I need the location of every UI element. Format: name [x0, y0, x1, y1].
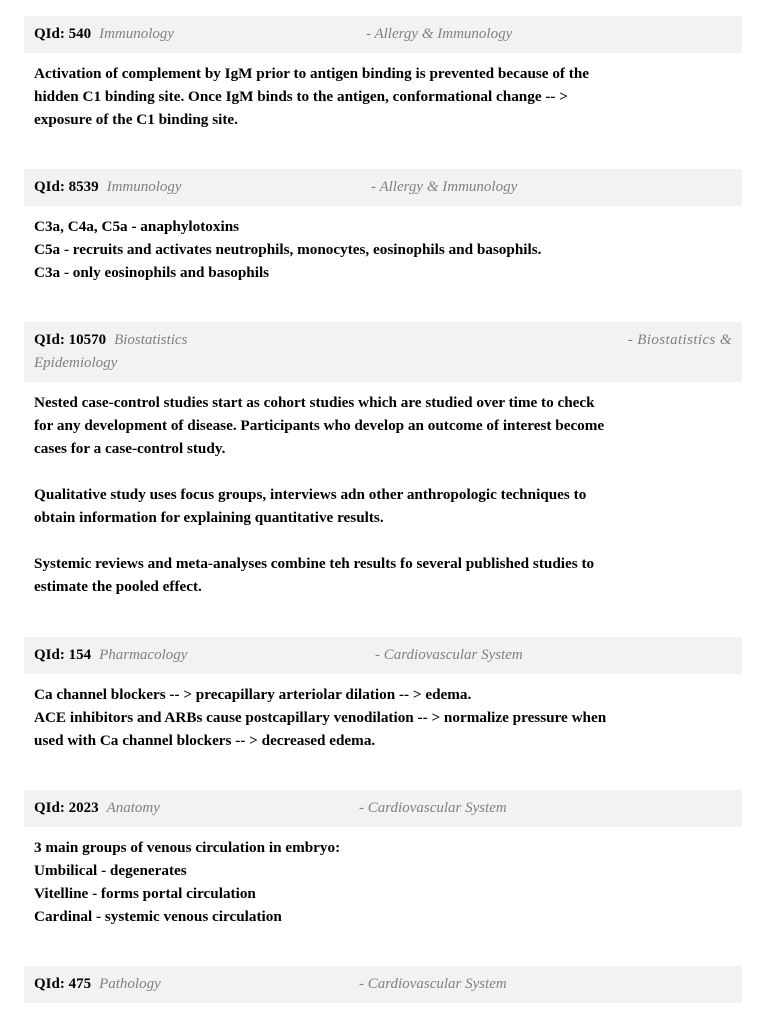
- note-paragraph: Systemic reviews and meta-analyses combine teh results fo several published studies to estimate the pooled effect.: [34, 555, 595, 595]
- note-header: [24, 637, 742, 674]
- question-id: QId: 8539: [34, 179, 99, 195]
- question-note-540: [24, 16, 742, 131]
- note-header: [24, 790, 742, 827]
- note-body: [24, 674, 742, 752]
- note-body: [24, 382, 742, 598]
- note-body: [24, 206, 742, 284]
- note-paragraph: 3 main groups of venous circulation in embryo: Umbilical - degenerates Vitelline - forms portal circulation Cardinal - systemic venous circulation: [34, 839, 341, 925]
- system-label: - Cardiovascular System: [359, 800, 507, 816]
- question-id: QId: 540: [34, 26, 92, 42]
- note-header: [24, 322, 742, 382]
- question-note-475: [24, 966, 742, 1003]
- subject-label: Pharmacology: [99, 647, 188, 663]
- question-note-10570: [24, 322, 742, 598]
- note-paragraph: Qualitative study uses focus groups, interviews adn other anthropologic techniques to obtain information for explaining quantitative results.: [34, 486, 587, 526]
- question-id: QId: 2023: [34, 800, 99, 816]
- note-body: [24, 827, 742, 928]
- question-note-2023: [24, 790, 742, 928]
- system-label: - Cardiovascular System: [359, 976, 507, 992]
- subject-label: Anatomy: [106, 800, 160, 816]
- question-note-154: [24, 637, 742, 752]
- system-label: - Biostatistics &: [627, 332, 732, 348]
- note-paragraph: C3a, C4a, C5a - anaphylotoxins C5a - recruits and activates neutrophils, monocytes, eosinophils and basophils. C3a - only eosinophils and basophils: [34, 218, 542, 281]
- note-header: [24, 16, 742, 53]
- note-paragraph: Activation of complement by IgM prior to antigen binding is prevented because of the hidden C1 binding site. Once IgM binds to the antigen, conformational change -- > exposure of the C1 binding site.: [34, 65, 590, 128]
- note-paragraph: Nested case-control studies start as cohort studies which are studied over time to check for any development of disease. Participants who develop an outcome of interest become cases for a case-control study.: [34, 394, 605, 457]
- subject-label: Immunology: [99, 26, 175, 42]
- question-note-8539: [24, 169, 742, 284]
- system-label: - Cardiovascular System: [375, 647, 523, 663]
- system-label: - Allergy & Immunology: [366, 26, 513, 42]
- note-paragraph: Ca channel blockers -- > precapillary arteriolar dilation -- > edema. ACE inhibitors and ARBs cause postcapillary venodilation -- > normalize pressure when used with Ca channel blockers -- > decreased edema.: [34, 686, 607, 749]
- subject-label: Immunology: [106, 179, 182, 195]
- question-id: QId: 475: [34, 976, 92, 992]
- note-body: [24, 53, 742, 131]
- system-label: - Allergy & Immunology: [371, 179, 518, 195]
- subject-label: Pathology: [99, 976, 161, 992]
- question-id: QId: 154: [34, 647, 92, 663]
- note-header: [24, 966, 742, 1003]
- question-id: QId: 10570: [34, 332, 107, 348]
- system-label-continued: Epidemiology: [34, 355, 118, 371]
- subject-label: Biostatistics: [114, 332, 188, 348]
- note-header: [24, 169, 742, 206]
